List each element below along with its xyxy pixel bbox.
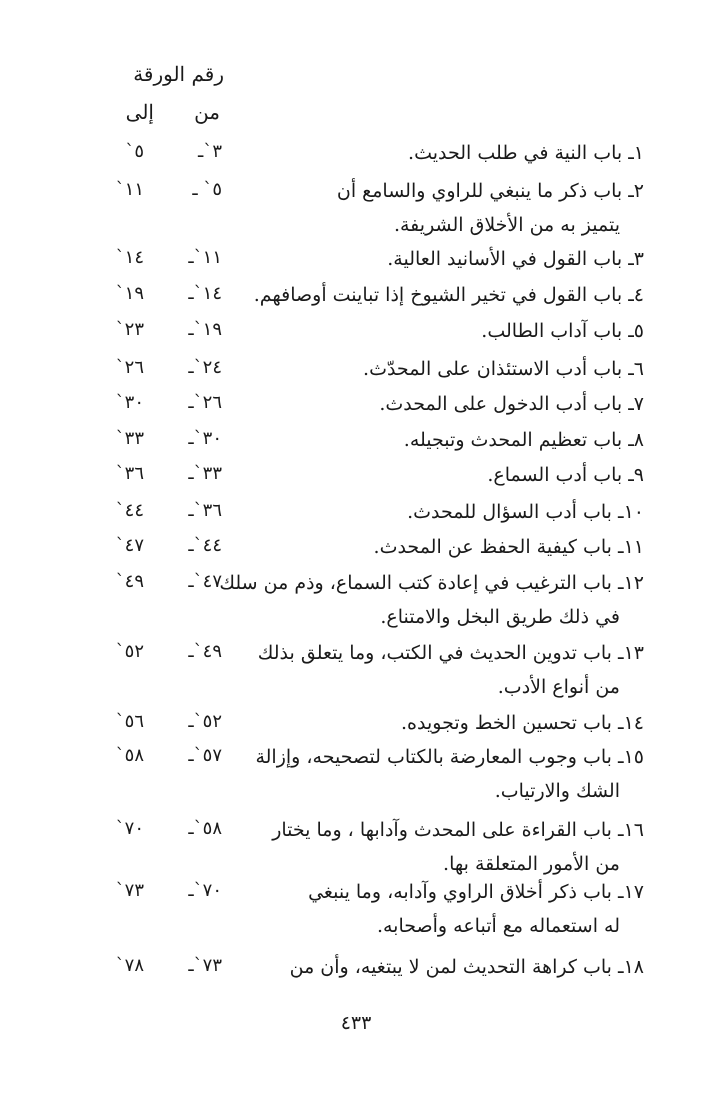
toc-entry — [0, 425, 712, 459]
entry-title: ١١ـ باب كيفية الحفظ عن المحدث. — [373, 536, 644, 558]
toc-entry — [0, 877, 712, 937]
entry-to-folio: ٧٨` — [115, 955, 144, 976]
toc-entry — [0, 497, 712, 531]
entry-title: ٣ـ باب القول في الأسانيد العالية. — [387, 248, 644, 270]
entry-title: ١٥ـ باب وجوب المعارضة بالكتاب لتصحيحه، وإزالة — [255, 746, 644, 768]
entry-title-continuation: في ذلك طريق البخل والامتناع. — [380, 606, 620, 628]
entry-to-folio: ٧٣` — [115, 880, 144, 901]
entry-from-folio: ٢٦`ـ — [188, 392, 222, 413]
toc-entry — [0, 244, 712, 278]
entry-from-folio: ٥٢`ـ — [188, 711, 222, 732]
entry-title: ٥ـ باب آداب الطالب. — [481, 320, 644, 342]
entry-title: ١٢ـ باب الترغيب في إعادة كتب السماع، وذم من سلك — [219, 572, 644, 594]
entry-title: ١ـ باب النية في طلب الحديث. — [408, 142, 644, 164]
entry-title: ١٣ـ باب تدوين الحديث في الكتب، وما يتعلق بذلك — [257, 642, 644, 664]
entry-to-folio: ٥٨` — [115, 745, 144, 766]
entry-from-folio: ٤٧`ـ — [188, 571, 222, 592]
entry-title: ٨ـ باب تعظيم المحدث وتبجيله. — [403, 429, 644, 451]
entry-to-folio: ٤٤` — [115, 500, 144, 521]
entry-to-folio: ١٤` — [115, 247, 144, 268]
entry-from-folio: ٣٣`ـ — [188, 463, 222, 484]
entry-to-folio: ٤٧` — [115, 535, 144, 556]
entry-title-continuation: يتميز به من الأخلاق الشريفة. — [393, 214, 620, 236]
entry-title: ٩ـ باب أدب السماع. — [487, 464, 644, 486]
entry-to-folio: ٢٣` — [115, 319, 144, 340]
toc-entry — [0, 815, 712, 875]
entry-to-folio: ٥٦` — [115, 711, 144, 732]
folio-number-header: رقم الورقة — [133, 62, 224, 86]
entry-title: ١٤ـ باب تحسين الخط وتجويده. — [401, 712, 644, 734]
entry-to-folio: ١١` — [115, 179, 144, 200]
entry-from-folio: ٥٨`ـ — [188, 818, 222, 839]
entry-to-folio: ٧٠` — [115, 818, 144, 839]
toc-entry — [0, 708, 712, 742]
entry-title-continuation: من الأمور المتعلقة بها. — [443, 853, 620, 875]
entry-from-folio: ٧٣`ـ — [188, 955, 222, 976]
entry-to-folio: ١٩` — [115, 283, 144, 304]
toc-entry — [0, 316, 712, 350]
toc-entry — [0, 176, 712, 236]
from-column-header: من — [194, 100, 220, 124]
entry-from-folio: ٥٧`ـ — [188, 745, 222, 766]
entry-from-folio: ٤٤`ـ — [188, 535, 222, 556]
page-number: ٤٣٣ — [340, 1012, 372, 1034]
toc-entry — [0, 389, 712, 423]
toc-entry — [0, 460, 712, 494]
entry-to-folio: ٥` — [125, 141, 144, 162]
toc-entry — [0, 138, 712, 172]
entry-to-folio: ٣٣` — [115, 428, 144, 449]
entry-from-folio: ٣`ـ — [198, 141, 222, 162]
entry-from-folio: ٥` ـ — [192, 179, 222, 200]
entry-title: ٢ـ باب ذكر ما ينبغي للراوي والسامع أن — [336, 180, 644, 202]
entry-to-folio: ٣٠` — [115, 392, 144, 413]
entry-title: ١٨ـ باب كراهة التحديث لمن لا يبتغيه، وأن من — [289, 956, 644, 978]
toc-entry — [0, 354, 712, 388]
entry-to-folio: ٥٢` — [115, 641, 144, 662]
entry-title: ١٠ـ باب أدب السؤال للمحدث. — [407, 501, 644, 523]
entry-from-folio: ٣٦`ـ — [188, 500, 222, 521]
entry-from-folio: ١٤`ـ — [188, 283, 222, 304]
entry-from-folio: ٣٠`ـ — [188, 428, 222, 449]
entry-title-continuation: من أنواع الأدب. — [497, 676, 620, 698]
to-column-header: إلى — [125, 100, 154, 124]
entry-from-folio: ١١`ـ — [188, 247, 222, 268]
toc-entry — [0, 638, 712, 698]
entry-title: ٦ـ باب أدب الاستئذان على المحدّث. — [363, 358, 644, 380]
entry-title-continuation: له استعماله مع أتباعه وأصحابه. — [376, 915, 620, 937]
toc-entry — [0, 952, 712, 986]
entry-from-folio: ٧٠`ـ — [188, 880, 222, 901]
toc-entry — [0, 532, 712, 566]
toc-entry — [0, 568, 712, 628]
entry-title: ٧ـ باب أدب الدخول على المحدث. — [379, 393, 644, 415]
entry-to-folio: ٤٩` — [115, 571, 144, 592]
entry-title: ١٦ـ باب القراءة على المحدث وآدابها ، وما يختار — [272, 819, 644, 841]
entry-from-folio: ٤٩`ـ — [188, 641, 222, 662]
entry-from-folio: ١٩`ـ — [188, 319, 222, 340]
toc-entry — [0, 742, 712, 802]
entry-title: ١٧ـ باب ذكر أخلاق الراوي وآدابه، وما ينبغي — [308, 881, 644, 903]
toc-entry — [0, 280, 712, 314]
entry-title-continuation: الشك والارتياب. — [494, 780, 620, 802]
entry-to-folio: ٢٦` — [115, 357, 144, 378]
entry-to-folio: ٣٦` — [115, 463, 144, 484]
entry-from-folio: ٢٤`ـ — [188, 357, 222, 378]
entry-title: ٤ـ باب القول في تخير الشيوخ إذا تباينت أوصافهم. — [253, 284, 644, 306]
